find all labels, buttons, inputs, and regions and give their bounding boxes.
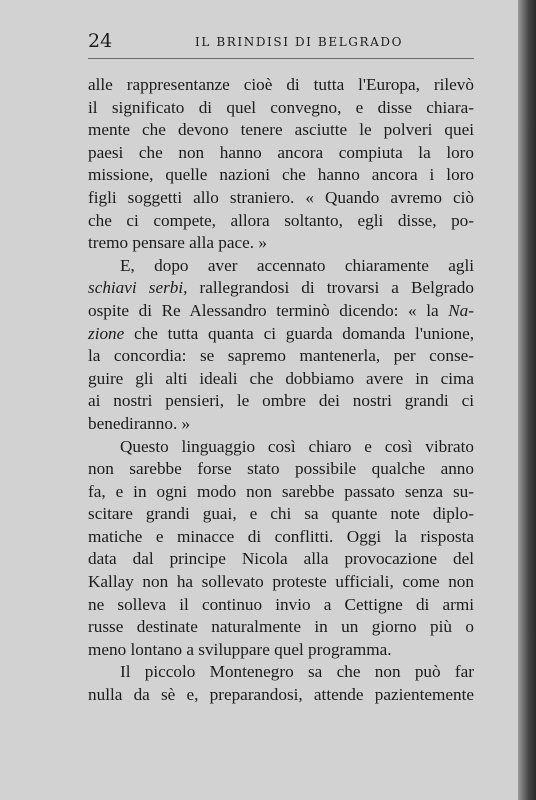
text-line: non sarebbe forse stato possibile qualche anno: [88, 459, 474, 479]
text-line: russe destinate naturalmente in un giorno più o: [88, 617, 474, 637]
body-text: [88, 74, 474, 707]
text-line: il significato di quel convegno, e disse chiara-: [88, 97, 474, 117]
text-line: matiche e minacce di conflitti. Oggi la risposta: [88, 526, 474, 546]
italic-text: schiavi serbi,: [88, 278, 188, 298]
text-line: Kallay non ha sollevato proteste ufficiali, come non: [88, 572, 474, 592]
text-line: nulla da sè e, preparandosi, attende pazientemente: [88, 685, 474, 705]
text-line: che ci compete, allora soltanto, egli disse, po-: [88, 210, 474, 230]
text-line: guire gli alti ideali che dobbiamo avere in cima: [88, 368, 474, 388]
text-line: tremo pensare alla pace. »: [88, 233, 267, 253]
page-header: [88, 30, 474, 58]
text-line: benediranno. »: [88, 413, 191, 433]
text-line: la concordia: se sapremo mantenerla, per conse-: [88, 346, 474, 366]
paragraph-start-line: E, dopo aver accennato chiaramente agli: [120, 255, 474, 275]
page-edge-shadow: [518, 0, 536, 800]
text-line: alle rappresentanze cioè di tutta l'Europa, rilevò: [88, 75, 474, 94]
text-line: [88, 323, 474, 346]
italic-text: zione: [88, 323, 125, 343]
text-line: [88, 277, 474, 300]
paragraph-start-line: Il piccolo Montenegro sa che non può far: [120, 662, 474, 682]
italic-text: Na-: [448, 300, 474, 320]
line-text: ospite di Re Alessandro terminò dicendo: « la: [88, 300, 449, 320]
running-title: IL BRINDISI DI BELGRADO: [195, 35, 404, 49]
text-line: scitare grandi guai, e chi sa quante note diplo-: [88, 504, 474, 524]
header-rule: [88, 58, 474, 59]
text-line: missione, quelle nazioni che hanno ancora i loro: [88, 165, 474, 185]
text-line: data dal principe Nicola alla provocazione del: [88, 549, 474, 569]
text-line: fa, e in ogni modo non sarebbe passato senza su-: [88, 481, 474, 501]
text-line: ai nostri pensieri, le ombre dei nostri grandi ci: [88, 391, 474, 411]
paragraph-start-line: Questo linguaggio così chiaro e così vibrato: [120, 436, 474, 456]
text-line: mente che devono tenere asciutte le polveri quei: [88, 120, 474, 140]
page-number: 24: [88, 30, 113, 52]
text-line: [88, 300, 474, 323]
line-text: rallegrandosi di trovarsi a Belgrado: [187, 278, 474, 298]
text-line: paesi che non hanno ancora compiuta la loro: [88, 142, 474, 162]
text-line: ne solleva il continuo invio a Cettigne di armi: [88, 594, 474, 614]
text-line: figli soggetti allo straniero. « Quando avremo ciò: [88, 187, 474, 207]
line-text: che tutta quanta ci guarda domanda l'unione,: [124, 323, 474, 343]
text-line: meno lontano a sviluppare quel programma.: [88, 639, 392, 659]
